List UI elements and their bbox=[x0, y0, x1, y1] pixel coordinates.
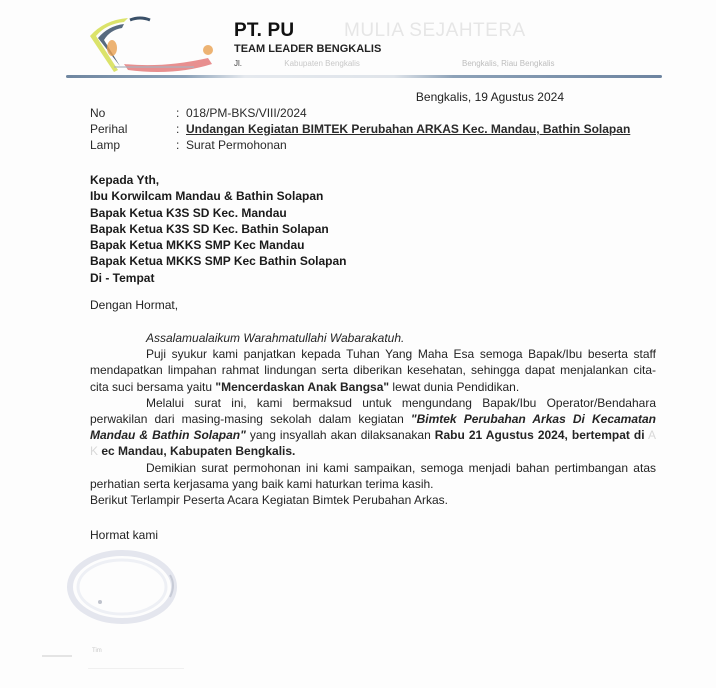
company-logo-icon bbox=[84, 14, 220, 74]
meta-colon: : bbox=[176, 138, 180, 152]
company-address bbox=[234, 59, 674, 68]
meta-value: Surat Permohonan bbox=[186, 138, 287, 152]
signatory-name: Tim bbox=[92, 648, 102, 654]
paragraph-1 bbox=[90, 346, 656, 395]
address-mid: Kabupaten Bengkalis bbox=[284, 59, 360, 68]
paragraph-2 bbox=[90, 395, 656, 460]
company-team: TEAM LEADER BENGKALIS bbox=[234, 43, 382, 55]
signature-mark bbox=[42, 655, 72, 657]
recipient-line: Bapak Ketua K3S SD Kec. Bathin Solapan bbox=[90, 221, 329, 236]
event-place: ec Mandau, Kabupaten Bengkalis. bbox=[101, 444, 296, 459]
meta-row-number bbox=[90, 105, 630, 121]
recipient-line: Bapak Ketua K3S SD Kec. Mandau bbox=[90, 205, 287, 220]
address-prefix: Jl. bbox=[234, 59, 242, 68]
paragraph-4: Berikut Terlampir Peserta Acara Kegiatan Bimtek Perubahan Arkas. bbox=[90, 493, 448, 508]
meta-label: Lamp bbox=[90, 138, 121, 152]
meta-value: Undangan Kegiatan BIMTEK Perubahan ARKAS Kec. Mandau, Bathin Solapan bbox=[186, 122, 631, 136]
recipient-line: Bapak Ketua MKKS SMP Kec Bathin Solapan bbox=[90, 254, 347, 269]
letter-body bbox=[90, 330, 656, 508]
greeting: Dengan Hormat, bbox=[90, 298, 179, 312]
meta-label: No bbox=[90, 106, 106, 120]
p1-emphasis: "Mencerdaskan Anak Bangsa" bbox=[215, 379, 390, 394]
recipient-line: Di - Tempat bbox=[90, 270, 155, 285]
company-name: PT. PU bbox=[234, 20, 295, 41]
letter-date: Bengkalis, 19 Agustus 2024 bbox=[415, 90, 564, 104]
p2-text: Melalui surat ini, kami bermaksud untuk mengundang Bapak/Ibu Operator/Bendahara perwakilan dari masing-masing sekolah dalam kegiatan bbox=[90, 395, 656, 427]
address-right: Bengkalis, Riau Bengkalis bbox=[462, 59, 555, 68]
event-place-redacted: A K bbox=[90, 428, 657, 459]
meta-colon: : bbox=[176, 106, 180, 120]
recipient-line: Bapak Ketua MKKS SMP Kec Mandau bbox=[90, 238, 305, 253]
meta-colon: : bbox=[176, 122, 180, 136]
recipients-block bbox=[90, 172, 347, 286]
p2-text-mid: yang insyallah akan dilaksanakan bbox=[245, 428, 435, 443]
meta-label: Perihal bbox=[90, 122, 128, 136]
signature-rule bbox=[88, 668, 184, 669]
paragraph-3: Demikian surat permohonan ini kami sampaikan, semoga menjadi bahan pertimbangan atas perhatian serta kerjasama yang baik kami haturkan terima kasih. bbox=[90, 460, 656, 491]
recipient-line: Kepada Yth, bbox=[90, 173, 160, 187]
recipient-line: Ibu Korwilcam Mandau & Bathin Solapan bbox=[90, 189, 324, 204]
p1-text-end: lewat dunia Pendidikan. bbox=[389, 379, 520, 394]
meta-value: 018/PM-BKS/VIII/2024 bbox=[186, 106, 307, 120]
meta-row-attachment bbox=[90, 137, 630, 153]
meta-row-subject bbox=[90, 121, 630, 137]
p1-text: Puji syukur kami panjatkan kepada Tuhan Yang Maha Esa semoga Bapak/Ibu beserta staff mendapatkan limpahan rahmat lindungan serta diberikan kesehatan, sehingga dapat menjalankan cita-cita suci bersama yaitu bbox=[90, 347, 656, 394]
salam-line: Assalamualaikum Warahmatullahi Wabarakatuh. bbox=[146, 331, 405, 345]
company-name-faded: MULIA SEJAHTERA bbox=[344, 20, 526, 41]
event-name: "Bimtek Perubahan Arkas Di Kecamatan Mandau & Bathin Solapan" bbox=[90, 412, 657, 443]
stamp-icon bbox=[60, 545, 190, 635]
letter-meta bbox=[90, 105, 630, 153]
header-divider bbox=[66, 75, 662, 78]
closing: Hormat kami bbox=[90, 528, 159, 542]
event-date: Rabu 21 Agustus 2024, bertempat di bbox=[434, 428, 645, 443]
